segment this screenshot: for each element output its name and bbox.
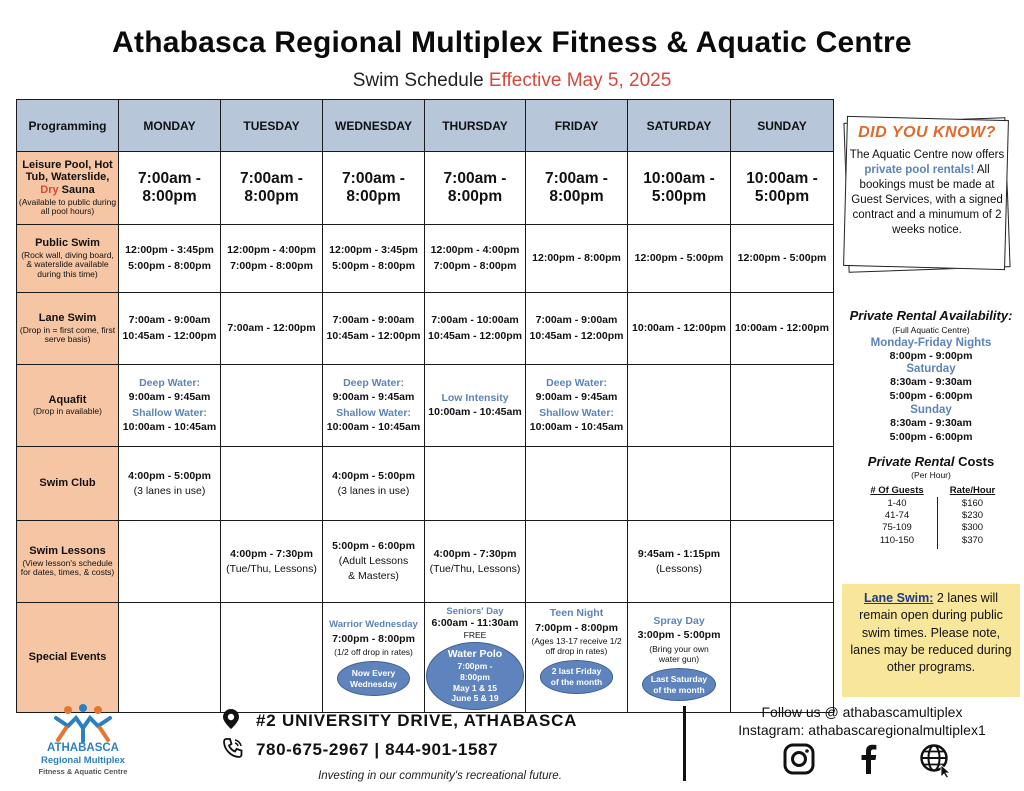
session-note: (3 lanes in use) (337, 484, 410, 497)
phone-numbers (222, 737, 672, 764)
time-range: 4:00pm - 7:30pm (230, 547, 313, 560)
event-title: Teen Night (549, 607, 604, 619)
time-range: 7:00am - 8:00pm (443, 170, 507, 205)
program-note: (Rock wall, diving board, & waterslide available during this time) (21, 249, 114, 280)
facebook-icon[interactable] (852, 742, 886, 776)
session-label: Deep Water: (139, 376, 200, 389)
availability-sub: (Full Aquatic Centre) (892, 325, 970, 335)
time-range: 7:00am - 9:00am (332, 314, 415, 327)
cell-aquafit-thu (425, 365, 526, 447)
cell-public-sun (731, 225, 834, 293)
time-range: 6:00am - 11:30am (431, 617, 519, 630)
costs-heading-rest: Costs (954, 454, 995, 469)
program-name: Swim Lessons (29, 544, 106, 557)
rate-header: Rate/Hour (949, 485, 996, 496)
rate-value: $370 (961, 534, 984, 546)
event-title: Spray Day (653, 614, 705, 627)
private-rental-availability (838, 308, 1024, 444)
sunday-time: 5:00pm - 6:00pm (889, 430, 973, 443)
lane-note-text: 2 lanes will remain open during public swim times. Please note, lanes may be reduced during other programs. (850, 591, 1012, 674)
time-range: 9:45am - 1:15pm (637, 547, 721, 560)
cell-public-sat (628, 225, 731, 293)
row-public-swim (17, 225, 834, 293)
time-range: 10:00am - 10:45am (529, 421, 624, 434)
event-note: (Bring your own (649, 643, 709, 654)
session-label: Shallow Water: (539, 406, 614, 419)
cell-aquafit-tue (221, 365, 323, 447)
time-range: 10:00am - 10:45am (122, 421, 217, 434)
guests-value: 110-150 (879, 534, 915, 546)
cell-aquafit-wed (323, 365, 425, 447)
badge-text: of the month (550, 676, 603, 687)
cell-lessons-thu (425, 521, 526, 603)
header-monday: MONDAY (119, 100, 221, 152)
subtitle-main: Swim Schedule (352, 70, 489, 91)
row-aquafit (17, 365, 834, 447)
badge-text: 2 last Friday (551, 666, 602, 677)
sunday-time: 8:30am - 9:30am (890, 416, 972, 429)
rate-value: $300 (961, 522, 984, 534)
cell-swimclub-sat (628, 447, 731, 521)
header-tuesday: TUESDAY (221, 100, 323, 152)
badge-text: Wednesday (349, 678, 398, 689)
cell-lessons-tue (221, 521, 323, 603)
time-range: 7:00am - 9:00am (128, 314, 211, 327)
cell-special-sun (731, 603, 834, 713)
cell-public-tue (221, 225, 323, 293)
phone-text: 780-675-2967 | 844-901-1587 (256, 739, 499, 759)
row-leisure-pool (17, 152, 834, 225)
time-range: 7:00am - 12:00pm (227, 321, 316, 334)
row-special-events (17, 603, 834, 713)
time-range: 3:00pm - 5:00pm (637, 629, 721, 642)
time-range: 7:00pm - 8:00pm (332, 632, 415, 645)
cell-lane-sun (731, 293, 834, 365)
program-name-part: Sauna (58, 184, 95, 197)
cell-leisure-sun (731, 152, 834, 225)
time-range: 12:00pm - 5:00pm (634, 251, 724, 264)
cell-aquafit-sat (628, 365, 731, 447)
page-subtitle (0, 70, 1024, 92)
instagram-handle: Instagram: athabascaregionalmultiplex1 (738, 721, 986, 738)
row-swim-lessons (17, 521, 834, 603)
event-note: off drop in rates) (545, 646, 608, 657)
text-part: The Aquatic Centre now offers (849, 149, 1005, 161)
event-title: Seniors' Day (446, 606, 504, 617)
guests-value: 1-40 (887, 497, 907, 509)
cell-aquafit-mon (119, 365, 221, 447)
cell-swimclub-fri (526, 447, 628, 521)
cell-leisure-sat (628, 152, 731, 225)
program-aquafit (17, 365, 119, 447)
header-sunday: SUNDAY (731, 100, 834, 152)
instagram-icon[interactable] (782, 742, 816, 776)
cell-aquafit-fri (526, 365, 628, 447)
cell-public-wed (323, 225, 425, 293)
event-title: Warrior Wednesday (329, 619, 418, 631)
session-note: (Adult Lessons (338, 555, 409, 568)
session-note: & Masters) (348, 570, 399, 583)
logo-figures-icon (28, 704, 138, 744)
event-note: FREE (463, 629, 487, 640)
guests-column (858, 484, 936, 547)
cell-lane-fri (526, 293, 628, 365)
cell-special-sat (628, 603, 731, 713)
event-badge (426, 642, 524, 710)
cell-lessons-sat (628, 521, 731, 603)
logo-text: ATHABASCA (47, 742, 119, 754)
program-name-dry: Dry (40, 184, 59, 197)
time-range: 5:00pm - 8:00pm (128, 259, 211, 272)
cell-swimclub-wed (323, 447, 425, 521)
time-range: 12:00pm - 5:00pm (737, 251, 827, 264)
time-range: 4:00pm - 7:30pm (433, 547, 517, 560)
costs-heading-italic: Private Rental (867, 454, 955, 469)
cell-leisure-wed (323, 152, 425, 225)
cell-special-mon (119, 603, 221, 713)
multiplex-logo (28, 704, 138, 784)
program-name: Aquafit (48, 393, 87, 406)
program-name: Lane Swim (38, 311, 97, 324)
program-note: (Drop in available) (33, 406, 102, 417)
cell-aquafit-sun (731, 365, 834, 447)
footer-divider (683, 706, 686, 781)
time-range: 12:00pm - 8:00pm (532, 251, 621, 264)
follow-text: Follow us @ athabascamultiplex (761, 704, 963, 720)
program-special-events (17, 603, 119, 713)
program-name: Special Events (28, 651, 107, 664)
lane-swim-note (842, 584, 1020, 697)
time-range: 12:00pm - 3:45pm (329, 244, 418, 257)
session-note: (Tue/Thu, Lessons) (429, 562, 521, 575)
cell-swimclub-tue (221, 447, 323, 521)
program-name: Public Swim (35, 237, 100, 250)
weekday-label: Monday-Friday Nights (870, 337, 992, 349)
logo-text: Fitness & Aquatic Centre (38, 767, 128, 776)
time-range: 10:00am - 5:00pm (643, 170, 715, 205)
time-range: 7:00am - 8:00pm (342, 170, 405, 205)
costs-heading (838, 454, 1024, 469)
header-thursday: THURSDAY (425, 100, 526, 152)
map-pin-icon (222, 708, 246, 735)
sunday-label: Sunday (910, 403, 952, 416)
page-title: Athabasca Regional Multiplex Fitness & Aquatic Centre (112, 26, 912, 59)
time-range: 7:00pm - 8:00pm (535, 621, 618, 634)
cell-public-fri (526, 225, 628, 293)
header-friday: FRIDAY (526, 100, 628, 152)
header-wednesday: WEDNESDAY (323, 100, 425, 152)
web-icon[interactable] (918, 742, 952, 776)
time-range: 9:00am - 9:45am (128, 391, 211, 404)
address (222, 708, 672, 735)
time-range: 12:00pm - 4:00pm (227, 244, 316, 257)
saturday-label: Saturday (906, 363, 956, 376)
session-label: Deep Water: (546, 376, 607, 389)
program-note: (Available to public during all pool hours) (18, 196, 117, 217)
session-label: Shallow Water: (132, 406, 207, 419)
event-badge (337, 661, 410, 696)
program-swim-lessons (17, 521, 119, 603)
time-range: 9:00am - 9:45am (332, 391, 415, 404)
badge-text: Now Every (351, 668, 396, 679)
cell-public-mon (119, 225, 221, 293)
session-label: Shallow Water: (336, 406, 411, 419)
cell-leisure-fri (526, 152, 628, 225)
cell-special-thu (425, 603, 526, 713)
row-swim-club (17, 447, 834, 521)
cell-lessons-wed (323, 521, 425, 603)
event-badge (540, 660, 613, 693)
header-programming: Programming (17, 100, 119, 152)
rate-value: $160 (961, 497, 984, 509)
badge-title: Water Polo (447, 648, 503, 661)
event-note: (Ages 13-17 receive 1/2 (531, 635, 622, 646)
did-you-know-text (849, 148, 1005, 238)
did-you-know-box (843, 116, 1011, 271)
cell-lane-sat (628, 293, 731, 365)
social-follow (700, 704, 1024, 739)
costs-sub: (Per Hour) (911, 470, 951, 480)
time-range: 10:00am - 5:00pm (746, 170, 818, 205)
badge-text: Last Saturday (650, 673, 708, 684)
availability-heading: Private Rental Availability: (849, 308, 1013, 323)
time-range: 4:00pm - 5:00pm (332, 469, 415, 482)
cell-lane-tue (221, 293, 323, 365)
program-public-swim (17, 225, 119, 293)
time-range: 12:00pm - 3:45pm (125, 244, 214, 257)
time-range: 7:00am - 8:00pm (545, 170, 608, 205)
time-range: 9:00am - 9:45am (535, 391, 618, 404)
event-note: water gun) (658, 653, 700, 664)
time-range: 5:00pm - 8:00pm (332, 259, 415, 272)
time-range: 10:45am - 12:00pm (428, 329, 522, 342)
badge-text: May 1 & 15 (453, 682, 497, 693)
time-range: 7:00am - 8:00pm (138, 170, 201, 205)
guests-header: # Of Guests (870, 485, 924, 496)
guests-value: 41-74 (884, 510, 910, 522)
time-range: 7:00am - 8:00pm (240, 170, 303, 205)
session-label: Low Intensity (441, 391, 509, 404)
session-note: (3 lanes in use) (133, 484, 206, 497)
private-rental-costs (838, 454, 1024, 480)
badge-text: 7:00pm - 8:00pm (457, 661, 493, 682)
program-lane-swim (17, 293, 119, 365)
time-range: 10:45am - 12:00pm (122, 329, 217, 342)
cell-leisure-mon (119, 152, 221, 225)
program-leisure-pool (17, 152, 119, 225)
address-text: #2 UNIVERSITY DRIVE, ATHABASCA (256, 710, 578, 730)
saturday-time: 5:00pm - 6:00pm (889, 390, 973, 403)
tagline: Investing in our community's recreational future. (318, 770, 562, 782)
cell-public-thu (425, 225, 526, 293)
time-range: 7:00pm - 8:00pm (433, 259, 517, 272)
time-range: 7:00pm - 8:00pm (230, 259, 313, 272)
time-range: 10:45am - 12:00pm (529, 329, 624, 342)
badge-text: of the month (653, 684, 705, 695)
row-lane-swim (17, 293, 834, 365)
program-note: (View lesson's schedule for dates, times, & costs) (20, 557, 115, 578)
guests-value: 75-109 (882, 522, 912, 534)
event-note: (1/2 off drop in rates) (334, 646, 413, 657)
saturday-time: 8:30am - 9:30am (890, 376, 972, 389)
time-range: 10:45am - 12:00pm (326, 329, 421, 342)
time-range: 7:00am - 10:00am (431, 314, 519, 327)
swim-schedule-table (16, 99, 834, 713)
program-note: (Drop in = first come, first serve basis) (19, 324, 116, 345)
cell-lane-thu (425, 293, 526, 365)
cell-leisure-tue (221, 152, 323, 225)
time-range: 4:00pm - 5:00pm (128, 469, 211, 482)
program-name-part: Leisure Pool, Hot Tub, Waterslide, (22, 158, 113, 184)
did-you-know-content (849, 124, 1005, 238)
cell-swimclub-thu (425, 447, 526, 521)
event-badge (642, 668, 716, 701)
program-name: Swim Club (39, 477, 96, 490)
weekday-time: 8:00pm - 9:00pm (889, 350, 973, 362)
social-icons (778, 742, 968, 778)
did-you-know-heading: DID YOU KNOW? (858, 124, 996, 141)
text-part: All bookings must be made at Guest Services, with a signed contract and a minumum of 2 weeks notice. (851, 163, 1003, 236)
cell-swimclub-sun (731, 447, 834, 521)
time-range: 10:00am - 12:00pm (632, 321, 726, 334)
time-range: 12:00pm - 4:00pm (430, 244, 520, 257)
time-range: 10:00am - 12:00pm (735, 321, 829, 334)
cell-swimclub-mon (119, 447, 221, 521)
cell-special-wed (323, 603, 425, 713)
time-range: 10:00am - 10:45am (326, 421, 421, 434)
cell-lessons-fri (526, 521, 628, 603)
cell-special-fri (526, 603, 628, 713)
program-name (18, 159, 117, 197)
logo-text: Regional Multiplex (41, 755, 125, 766)
cell-lane-mon (119, 293, 221, 365)
cell-lessons-sun (731, 521, 834, 603)
time-range: 5:00pm - 6:00pm (332, 540, 415, 553)
cell-special-tue (221, 603, 323, 713)
lane-note-label: Lane Swim: (863, 591, 934, 605)
badge-text: June 5 & 19 (451, 693, 499, 704)
program-swim-club (17, 447, 119, 521)
cell-lane-wed (323, 293, 425, 365)
session-note: (Lessons) (655, 562, 703, 575)
rate-column (937, 484, 1008, 547)
cell-lessons-mon (119, 521, 221, 603)
session-note: (Tue/Thu, Lessons) (226, 562, 317, 575)
phone-icon (222, 737, 246, 764)
cell-leisure-thu (425, 152, 526, 225)
time-range: 7:00am - 9:00am (535, 314, 618, 327)
header-saturday: SATURDAY (628, 100, 731, 152)
rate-value: $230 (961, 510, 984, 522)
table-header-row (17, 100, 834, 152)
session-label: Deep Water: (343, 376, 404, 389)
subtitle-effective-date: Effective May 5, 2025 (488, 70, 672, 91)
time-range: 10:00am - 10:45am (428, 406, 522, 419)
text-highlight: private pool rentals! (864, 163, 975, 176)
